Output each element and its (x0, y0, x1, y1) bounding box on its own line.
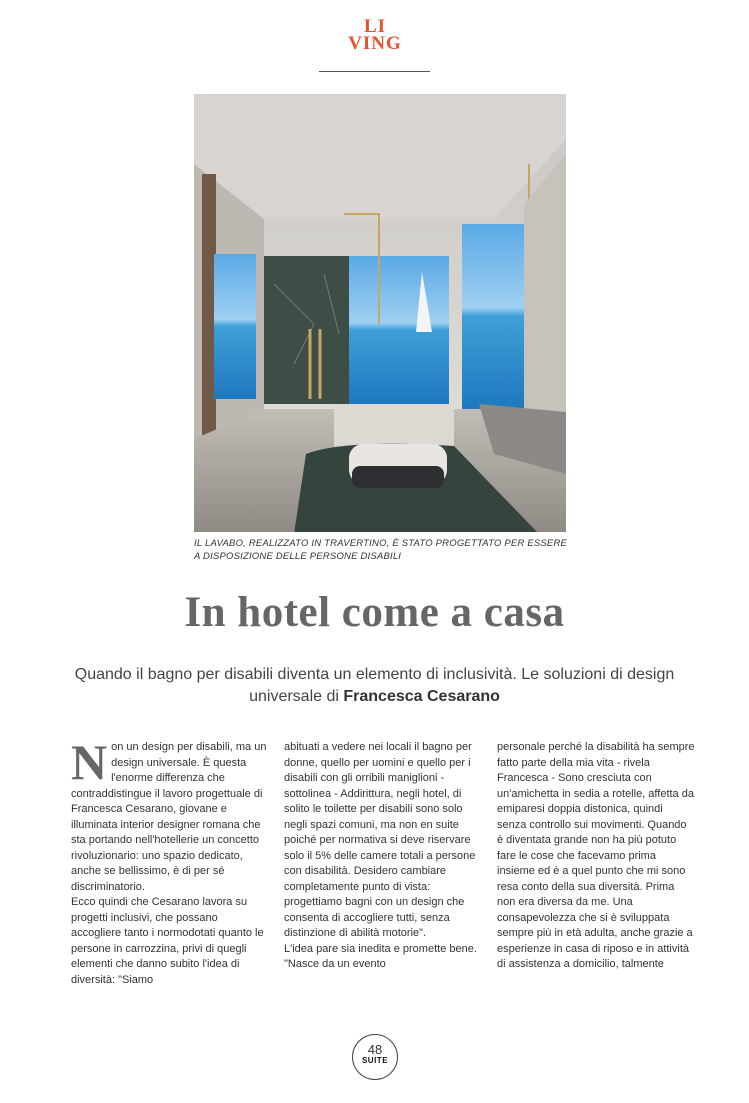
drop-cap: N (71, 734, 108, 790)
column1-paragraph2: Ecco quindi che Cesarano lavora su progetti inclusivi, che possano accogliere tanto i normodotati quanto le persone in carrozzina, privi di quegli elementi che danno subito l'idea di diversità: "Siamo (71, 896, 264, 986)
column1-paragraph1: on un design per disabili, ma un design universale. È questa l'enorme differenza che contraddistingue il lavoro progettuale di Francesca Cesarano, giovane e illuminata interior designer romana che sta portando nell'hotellerie un concetto rivoluzionario: uno spazio dedicato, anche se bellissimo, è di per sé discriminatorio. (71, 741, 267, 893)
photo-caption: IL LAVABO, REALIZZATO IN TRAVERTINO, È STATO PROGETTATO PER ESSERE A DISPOSIZIONE DELLE PERSONE DISABILI (194, 538, 568, 562)
author-name: Francesca Cesarano (343, 688, 500, 705)
page-number-badge (352, 1034, 398, 1080)
subtitle-text: Quando il bagno per disabili diventa un elemento di inclusività. Le soluzioni di design universale di (74, 666, 675, 705)
page-number: 48 (367, 1042, 383, 1057)
article-column-1 (71, 734, 269, 988)
article-column-2 (284, 740, 482, 973)
column3-paragraph1: personale perché la disabilità ha sempre fatto parte della mia vita - rivela Francesca - Sono cresciuta con un'amichetta in sedia a rotelle, affetta da emiparesi doppia distonica, quindi senza controllo sui movimenti. Quando è diventata grande non ha più potuto fare le cose che facevamo prima insieme ed è a quel punto che mi sono resa conto della sua diversità. Prima non era diversa da me. Una consapevolezza che si è sviluppata sempre più in età adulta, anche grazie a esperienze in casa di riposo e in attività di assistenza a domicilio, talmente (497, 741, 695, 970)
header-divider (319, 71, 430, 72)
section-logo-line1: LI (363, 16, 387, 37)
bathroom-photo (194, 94, 566, 532)
article-subtitle (70, 664, 679, 708)
article-column-3 (497, 740, 695, 973)
column2-paragraph2: L'idea pare sia inedita e promette bene. "Nasce da un evento (284, 942, 477, 970)
magazine-logo: SUITE (361, 1056, 389, 1065)
article-title: In hotel come a casa (184, 589, 565, 636)
section-logo-line2: VING (348, 33, 402, 54)
section-logo (340, 18, 410, 52)
column2-paragraph1: abituati a vedere nei locali il bagno per donne, quello per uomini e quello per i disabili con gli orribili maniglioni - sottolinea - Addirittura, negli hotel, di solito le toilette per disabili sono solo negli spazi comuni, ma non en suite poiché per normativa si deve riservare solo il 5% delle camere totali a persone con disabilità. Desidero cambiare completamente punto di vista: progettiamo bagni con un design che consenta di accogliere tutti, senza distinzione di abilità motorie". (284, 741, 476, 939)
